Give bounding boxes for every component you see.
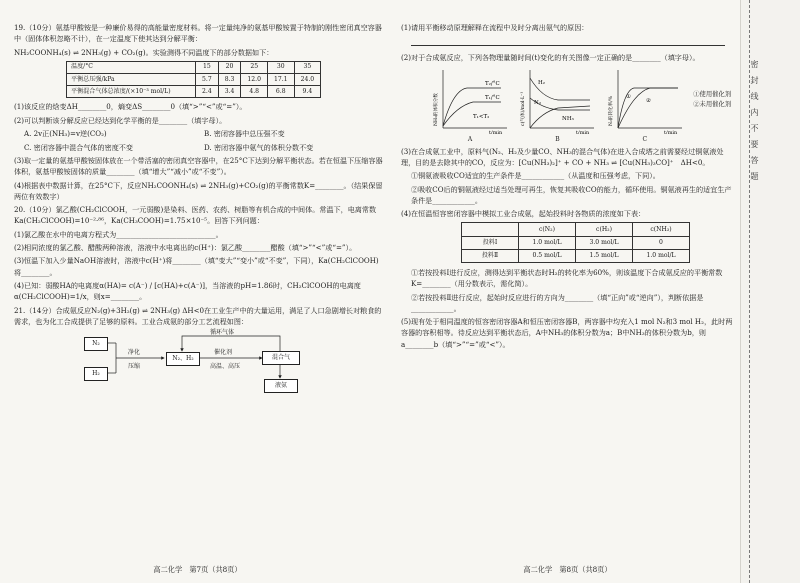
q21-intro: 21.（14分）合成氨反应N₂(g)+3H₂(g) ⇌ 2NH₃(g) ΔH<0在工业生产中的大量运用，满足了人口急剧增长对粮食的需求，也为化工合成提供了足够的原料。工业合成氨的部分工艺流程如图： [14, 305, 382, 326]
binding-margin [740, 0, 800, 583]
graph-options [431, 68, 731, 144]
label-n2: N₂ [534, 99, 542, 106]
graph-b-caption: B [555, 135, 560, 143]
option-b: B. 密闭容器中总压强不变 [204, 129, 285, 139]
legend-item: ①使用催化剂 [693, 90, 731, 98]
table-cell: c(N₂) [519, 223, 576, 236]
q20-part2: (2)相同浓度的氯乙酸、醋酸两种溶液，溶液中水电离出的c(H⁺)：氯乙酸________醋酸（填“>”“<”或“=”）。 [14, 243, 357, 253]
label-t2: T₂/°C [485, 80, 500, 87]
graph-b-plot [518, 68, 596, 134]
r-part1: (1)请用平衡移动原理解释在流程中及时分离出氨气的原因： [401, 23, 589, 32]
y-axis-label: NH₃的体积分数 [434, 92, 439, 126]
curve-t2 [443, 88, 501, 126]
r-part2: (2)对于合成氨反应，下列各物理量随时间(t)变化的有关图像一定正确的是________（填字母）。 [401, 53, 700, 63]
graph-a [431, 68, 509, 144]
left-page [0, 0, 395, 583]
r-part4: (4)在恒温恒容密闭容器中模拟工业合成氨，起始投料时各物质的浓度如下表： [401, 209, 646, 219]
table-cell: 35 [294, 61, 321, 73]
q20-part1: (1)氯乙酸在水中的电离方程式为____________________________。 [14, 229, 223, 239]
feed-table [461, 222, 690, 263]
q19-part4: (4)根据表中数据计算，在25°C下，反应NH₂COONH₄(s) ⇌ 2NH₃(g)+CO₂(g)的平衡常数K=________。（结果保留两位有效数字） [14, 180, 383, 201]
q20-part3: (3)恒温下加入少量NaOH溶液时，溶液中c(H⁺)将________（填“变大”“变小”或“不变”，下同），Ka(CH₂ClCOOH)将________。 [14, 256, 379, 277]
catalyst-label: 催化剂 [214, 349, 233, 357]
table-cell: 1.5 mol/L [576, 249, 633, 262]
curve-t1 [443, 102, 501, 126]
table-cell: 12.0 [241, 73, 268, 85]
graph-c-plot [606, 68, 684, 134]
table-cell: 平衡混合气体总浓度/(×10⁻³ mol/L) [67, 86, 196, 98]
seal-line-notice: 密 封 线 内 不 要 答 题 [750, 60, 759, 180]
table-cell: 2.4 [196, 86, 219, 98]
q20-intro: 20.（10分）氯乙酸(CH₂ClCOOH，一元弱酸)是染料、医药、农药、树脂等有机合成的中间体。常温下，电离常数Ka(CH₂ClCOOH)=10⁻²·⁸⁶，Ka(CH₃COOH)=1.75×10⁻⁵。回答下列问题： [14, 205, 377, 226]
table-cell: c(H₂) [576, 223, 633, 236]
page-footer: 高二化学 第8页（共8页） [523, 565, 612, 574]
left-column [14, 22, 384, 399]
table-cell: 投料Ⅱ [462, 249, 519, 262]
purify-label: 净化 [128, 349, 141, 357]
graph-c-caption: C [642, 135, 648, 143]
y-axis-label: c(气体)/mol·L⁻¹ [521, 91, 527, 126]
q19-intro: 19.（10分）氨基甲酸铵是一种廉价易得的高能量密度材料。将一定量纯净的氨基甲酸铵置于特制的刚性密闭真空容器中（固体体积忽略不计），在一定温度下使其达到分解平衡： [14, 23, 382, 44]
table-cell: 8.3 [218, 73, 241, 85]
table-cell: c(NH₃) [633, 223, 690, 236]
r-part4-2: ②若按投料Ⅱ进行反应，起始时反应进行的方向为________（填“正向”或“逆向”），判断依据是____________。 [411, 292, 704, 313]
table-cell: 3.0 mol/L [576, 236, 633, 249]
r-part3-1: ①铜氨液吸收CO适宜的生产条件是____________（从温度和压强考虑，下同）。 [411, 171, 660, 181]
q19-part3: (3)取一定量的氨基甲酸铵固体放在一个带活塞的密闭真空容器中，在25°C下达到分解平衡状态。若在恒温下压缩容器体积，氨基甲酸铵固体的质量________（填“增大”“减小”或“不变”）。 [14, 155, 383, 177]
r-part4-1: ①若按投料Ⅰ进行反应，测得达到平衡状态时H₂的转化率为60%，则该温度下合成氨反应的平衡常数K=________（用分数表示，需化简）。 [411, 267, 723, 289]
table-row [67, 61, 321, 73]
graph-a-caption: A [467, 135, 473, 143]
option-c: C. 密闭容器中混合气体的密度不变 [24, 142, 133, 152]
label-h2: H₂ [538, 79, 546, 86]
table-cell: 平衡总压强/kPa [67, 73, 196, 85]
table-cell: 15 [196, 61, 219, 73]
right-page [395, 0, 740, 583]
liquid-ammonia-box: 液氨 [264, 379, 298, 393]
curve-nh3 [530, 106, 590, 128]
table-cell: 1.0 mol/L [519, 236, 576, 249]
graph-b [518, 68, 596, 144]
table-cell [462, 223, 519, 236]
label-nh3: NH₃ [562, 115, 575, 122]
table-cell: 6.8 [267, 86, 294, 98]
table-row [462, 249, 690, 262]
q19-options-ab [14, 128, 384, 139]
table-cell: 1.0 mol/L [633, 249, 690, 262]
q19-options-cd [14, 142, 384, 153]
condition-label: 高温、高压 [210, 363, 241, 371]
table-cell: 24.0 [294, 73, 321, 85]
mix-box: N₂、H₂ [166, 352, 200, 366]
r-part3-2: ②吸收CO后的铜氨液经过适当处理可再生，恢复其吸收CO的能力，循环使用。铜氨液再生的适宜生产条件是____________。 [411, 184, 732, 205]
answer-line [411, 35, 725, 46]
product-box: 混合气 [262, 351, 300, 365]
table-row [67, 86, 321, 98]
table-cell: 投料Ⅰ [462, 236, 519, 249]
table-cell: 3.4 [218, 86, 241, 98]
table-row [462, 223, 690, 236]
option-d: D. 密闭容器中氨气的体积分数不变 [204, 142, 314, 152]
q19-part1: (1)该反应的焓变ΔH________0，熵变ΔS________0（填“>”“<”或“=”）。 [14, 102, 247, 112]
q19-part2: (2)可以判断该分解反应已经达到化学平衡的是________（填字母）。 [14, 115, 227, 125]
page-footer: 高二化学 第7页（共8页） [153, 565, 242, 574]
r-part3: (3)在合成氨工业中，原料气(N₂、H₂及少量CO、NH₃的混合气体)在进入合成塔之前需要经过铜氨液处理，目的是去除其中的CO，反应为：[Cu(NH₃)₂]⁺ + CO + NH₃ ⇌ [Cu(NH₃)₃CO]⁺ ΔH<0。 [401, 146, 724, 167]
table-cell: 4.8 [241, 86, 268, 98]
table-cell: 温度/°C [67, 61, 196, 73]
right-column [401, 22, 735, 352]
q19-equation: NH₂COONH₄(s) ⇌ 2NH₃(g) + CO₂(g)。实验测得不同温度下的部分数据如下： [14, 47, 274, 57]
legend-item: ②未用催化剂 [693, 100, 731, 108]
compress-label: 压缩 [128, 363, 141, 371]
q20-part4: (4)已知：弱酸HA的电离度α(HA)= c(A⁻) / [c(HA)+c(A⁻)]，当溶液的pH=1.86时，CH₂ClCOOH的电离度α(CH₂ClCOOH)=1/x，则x=________。 [14, 281, 361, 302]
graph-a-plot [431, 68, 509, 134]
table-cell: 9.4 [294, 86, 321, 98]
process-flow-diagram [84, 331, 314, 395]
table-cell: 5.7 [196, 73, 219, 85]
table-cell: 0 [633, 236, 690, 249]
table-row [462, 236, 690, 249]
x-axis-label: t/min [489, 129, 503, 134]
r-part5: (5)现有处于相同温度的恒容密闭容器A和恒压密闭容器B，两容器中均充入1 mol N₂和3 mol H₂，此时两容器的容积相等。待反应达到平衡状态后，A中NH₃的体积分数为a；B中NH₃的体积分数为b，则a________b（填“>”“=”或“<”）。 [401, 317, 733, 349]
n2-box: N₂ [84, 337, 108, 351]
table-cell: 30 [267, 61, 294, 73]
graph-legend [693, 68, 731, 144]
table-cell: 25 [241, 61, 268, 73]
table-cell: 20 [218, 61, 241, 73]
label-2: ② [645, 97, 651, 104]
table-cell: 0.5 mol/L [519, 249, 576, 262]
x-axis-label: t/min [576, 129, 590, 134]
recycle-label: 循环气体 [210, 329, 235, 337]
graph-c [606, 68, 684, 144]
label-t1: T₁/°C [485, 94, 500, 101]
label-1: ① [625, 93, 631, 100]
label-compare: T₁<T₂ [473, 113, 490, 120]
table-row [67, 73, 321, 85]
table-cell: 17.1 [267, 73, 294, 85]
q19-data-table [66, 61, 321, 99]
h2-box: H₂ [84, 367, 108, 381]
x-axis-label: t/min [663, 129, 678, 134]
y-axis-label: N₂的转化率/% [608, 95, 614, 126]
option-a: A. 2v正(NH₃)=v逆(CO₂) [24, 129, 107, 139]
